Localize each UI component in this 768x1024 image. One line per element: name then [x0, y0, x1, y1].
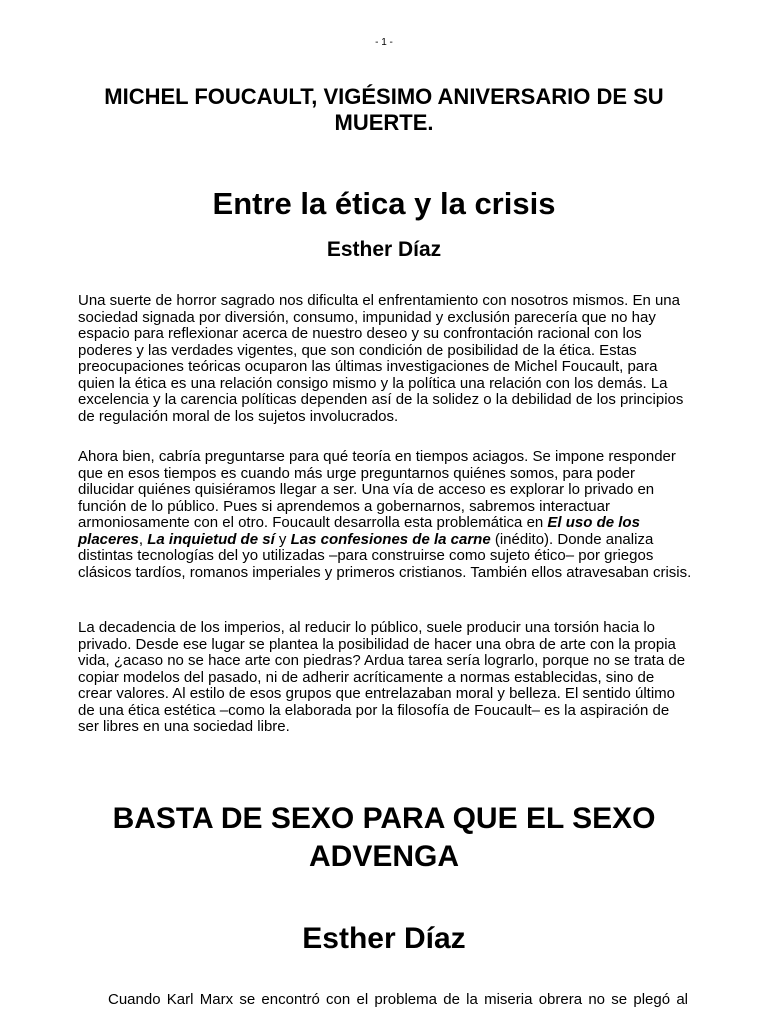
- paragraph-2-separator-1: ,: [138, 530, 148, 548]
- paragraph-1: Una suerte de horror sagrado nos dificulta el enfrentamiento con nosotros mismos. En una sociedad signada por diversión, consumo, impunidad y exclusión parecería que no hay espacio para reflexionar acerca de nuestro deseo y su confrontación racional con los poderes y las verdades vigentes, que son condición de posibilidad de la ética. Estas preocupaciones teóricas ocuparon las últimas investigaciones de Michel Foucault, para quien la ética es una relación consigo mismo y la política una relación con los demás. La excelencia y la carencia políticas dependen así de la solidez o la debilidad de los principios de regulación moral de los sujetos involucrados.: [78, 292, 684, 425]
- page-number: - 1 -: [375, 37, 393, 48]
- header-title: MICHEL FOUCAULT, VIGÉSIMO ANIVERSARIO DE SU MUERTE.: [104, 84, 664, 135]
- paragraph-3: La decadencia de los imperios, al reducir lo público, suele producir una torsión hacia lo privado. Desde ese lugar se plantea la posibilidad de hacer una obra de arte con la propia vida, ¿acaso no se hace arte con piedras? Ardua tarea sería lograrlo, porque no se trata de copiar modelos del pasado, ni de adherir acríticamente a normas establecidas, sino de crear valores. Al estilo de esos grupos que entrelazaban moral y belleza. El sentido último de una ética estética –como la elaborada por la filosofía de Foucault– es la aspiración de ser libres en una sociedad libre.: [78, 619, 686, 735]
- article-title: Entre la ética y la crisis: [212, 186, 556, 221]
- paragraph-2-separator-2: y: [274, 530, 291, 548]
- second-article-first-line: Cuando Karl Marx se encontró con el problema de la miseria obrera no se plegó al: [108, 991, 688, 1008]
- second-article-title: BASTA DE SEXO PARA QUE EL SEXO ADVENGA: [112, 802, 656, 873]
- book-title-confesiones-carne: Las confesiones de la carne: [290, 530, 491, 548]
- article-author: Esther Díaz: [326, 238, 442, 261]
- book-title-uso-placeres: El uso de los placeres: [78, 514, 640, 548]
- paragraph-2-text-a: Ahora bien, cabría preguntarse para qué teoría en tiempos aciagos. Se impone responder que en esos tiempos es cuando más urge preguntarnos quiénes somos, para poder dilucidar quiénes quisiéramos llegar a ser. Una vía de acceso es explorar lo privado en función de lo público. Pues si aprendemos a gobernarnos, sabremos interactuar armoniosamente con el otro. Foucault desarrolla esta problemática en: [78, 448, 676, 531]
- paragraph-2: [78, 449, 692, 581]
- paragraph-2-text-b: (inédito). Donde analiza distintas tecnologías del yo utilizadas –para construirse como sujeto ético– por griegos clásicos tardíos, romanos imperiales y primeros cristianos. También ellos atravesaban crisis.: [78, 530, 692, 581]
- book-title-inquietud-de-si: La inquietud de sí: [147, 530, 275, 548]
- second-article-author: Esther Díaz: [302, 922, 466, 955]
